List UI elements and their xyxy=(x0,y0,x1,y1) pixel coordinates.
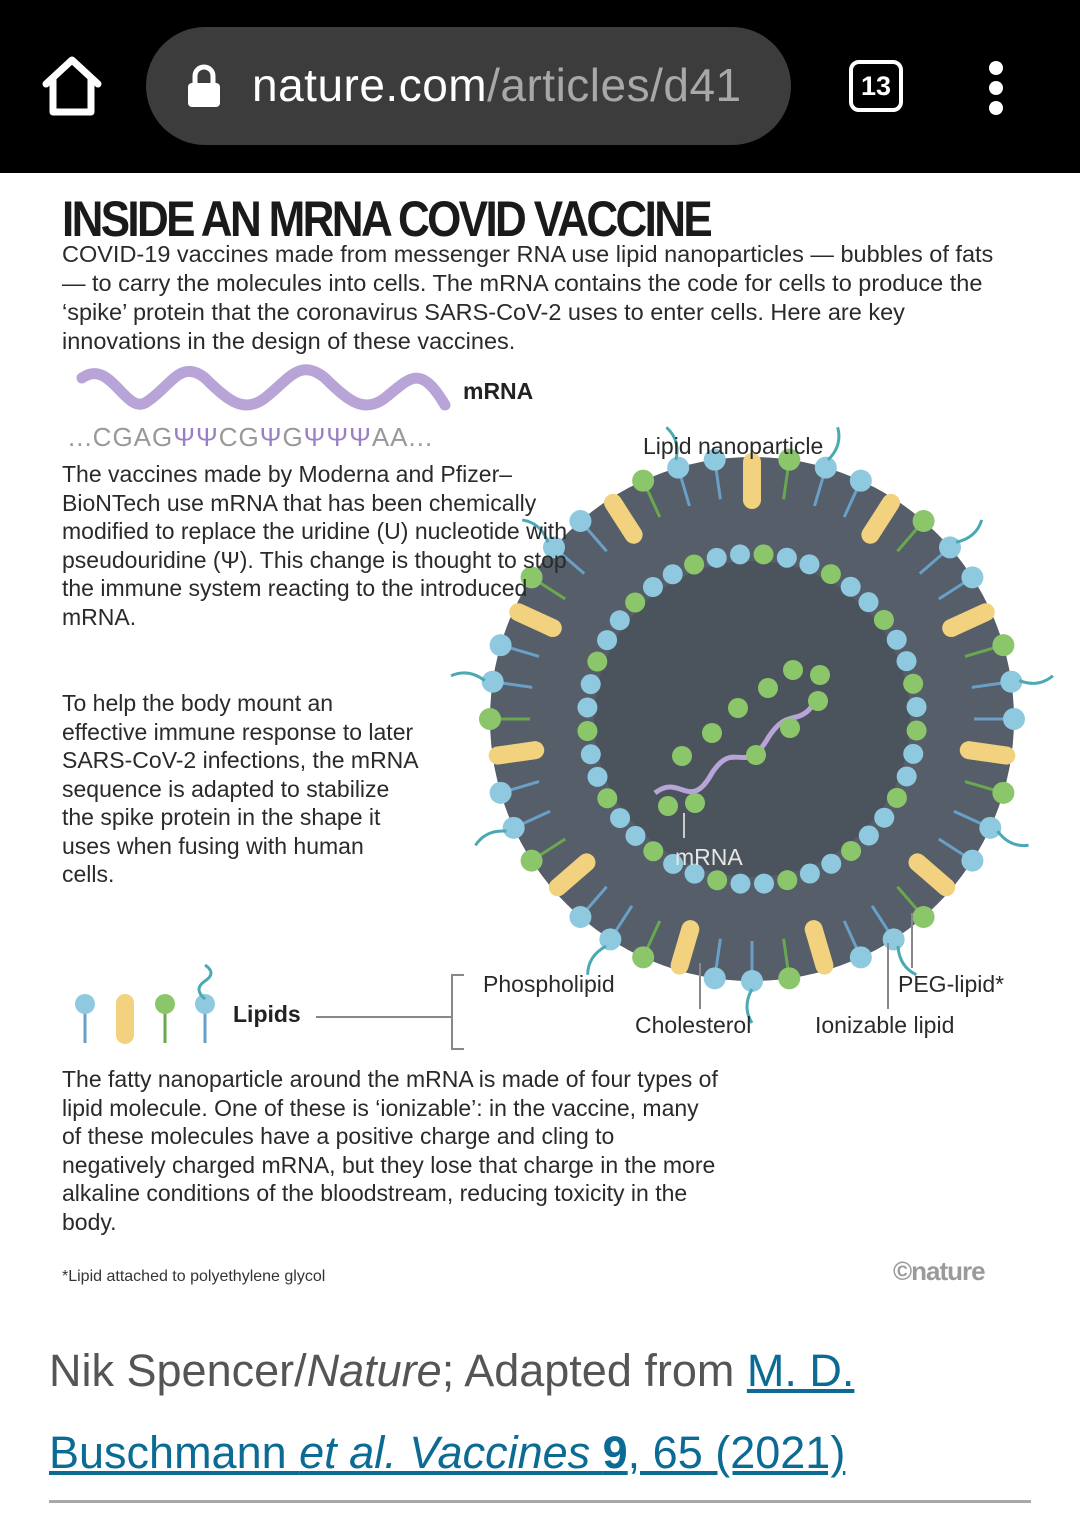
ionizable-lipid-head xyxy=(907,721,927,741)
lipids-label: Lipids xyxy=(233,1001,301,1027)
lipids-bracket xyxy=(452,975,464,1049)
phospholipid-label: Phospholipid xyxy=(483,971,615,997)
phospholipid-head xyxy=(800,864,820,884)
lipid-nanoparticle-label: Lipid nanoparticle xyxy=(643,433,824,459)
positive-charge-icon xyxy=(758,678,778,698)
legend-peg-lipid xyxy=(195,994,215,1014)
phospholipid-head xyxy=(859,826,879,846)
phospholipid-head xyxy=(610,610,630,630)
infographic-title: INSIDE AN MRNA COVID VACCINE xyxy=(62,191,711,247)
positive-charge-icon xyxy=(672,746,692,766)
citation-etal: et al. Vaccines xyxy=(299,1427,603,1478)
phospholipid-head xyxy=(610,808,630,828)
sequence-psi: ΨΨ xyxy=(173,422,219,452)
phospholipid-head xyxy=(730,544,750,564)
sequence-psi: Ψ xyxy=(259,422,283,452)
phospholipid-head xyxy=(841,577,861,597)
sequence-mid: CG xyxy=(218,422,260,452)
phospholipid-head xyxy=(883,928,905,950)
modification-paragraph: The vaccines made by Moderna and Pfizer–BioNTech use mRNA that has been chemically modified to replace the uridine (U) nucleotide with pseudouridine (Ψ). This change is thought to stop the immune system reacting to the introduced mRNA. xyxy=(62,461,567,630)
peg-tail xyxy=(475,831,506,845)
stabilize-paragraph: To help the body mount an effective immune response to later SARS-CoV-2 infections, the mRNA sequence is adapted to stabilize the spike protein in the shape it uses when fusing with human cells. xyxy=(62,690,418,887)
ionizable-lipid-head xyxy=(479,708,501,730)
sequence-psi: ΨΨΨ xyxy=(303,422,372,452)
lipids-paragraph: The fatty nanoparticle around the mRNA is made of four types of lipid molecule. One of these is ‘ionizable’: in the vaccine, many of these molecules have a positive charge and cling to negatively charged mRNA, but they lose that charge in the more alkaline conditions of the bloodstream, reducing toxicity in the body. xyxy=(62,1066,718,1235)
mrna-sequence xyxy=(68,422,433,453)
home-icon[interactable] xyxy=(38,52,106,120)
legend-peg-tail xyxy=(199,965,211,999)
ionizable-lipid-head xyxy=(684,554,704,574)
ionizable-lipid-head xyxy=(887,788,907,808)
ionizable-lipid-head xyxy=(632,470,654,492)
phospholipid-head xyxy=(799,554,819,574)
phospholipid-head xyxy=(490,782,512,804)
ionizable-lipid-head xyxy=(587,652,607,672)
more-vert-icon[interactable] xyxy=(980,60,1012,116)
infographic xyxy=(0,173,1080,1313)
citation-authors: M. D. Buschmann xyxy=(49,1345,855,1478)
positive-charge-icon xyxy=(746,745,766,765)
sequence-suffix: AA... xyxy=(371,422,434,452)
positive-charge-icon xyxy=(685,793,705,813)
ionizable-lipid-head xyxy=(625,592,645,612)
peg-tail xyxy=(956,520,982,542)
legend-phospholipid xyxy=(75,994,95,1014)
legend-ionizable xyxy=(155,994,175,1014)
ionizable-lipid-head xyxy=(577,721,597,741)
phospholipid-head xyxy=(569,906,591,928)
positive-charge-icon xyxy=(728,698,748,718)
mrna-wave-label: mRNA xyxy=(463,378,534,404)
ionizable-lipid-head xyxy=(778,967,800,989)
phospholipid-head xyxy=(897,651,917,671)
phospholipid-head xyxy=(587,767,607,787)
phospholipid-head xyxy=(777,548,797,568)
infographic-intro: COVID-19 vaccines made from messenger RNA use lipid nanoparticles — bubbles of fats — to carry the molecules into cells. The mRNA contains the code for cells to produce the ‘spike’ protein that the coronavirus SARS-CoV-2 uses to enter cells. Here are key innovations in the design of these vaccines. xyxy=(62,241,994,354)
ionizable-lipid-head xyxy=(707,870,727,890)
phospholipid-head xyxy=(887,630,907,650)
lock-icon xyxy=(186,64,222,108)
phospholipid-head xyxy=(597,630,617,650)
phospholipid-head xyxy=(482,671,504,693)
phospholipid-head xyxy=(1003,708,1025,730)
inner-mrna-label: mRNA xyxy=(675,844,743,870)
credit-mid: ; Adapted from xyxy=(441,1345,747,1396)
phospholipid-head xyxy=(907,697,927,717)
phospholipid-head xyxy=(741,970,763,992)
phospholipid-head xyxy=(577,697,597,717)
phospholipid-head xyxy=(704,967,726,989)
ionizable-lipid-head xyxy=(632,946,654,968)
peg-tail xyxy=(998,831,1029,845)
ionizable-lipid-head xyxy=(597,788,617,808)
phospholipid-head xyxy=(961,850,983,872)
ionizable-lipid-label: Ionizable lipid xyxy=(815,1012,955,1038)
phospholipid-head xyxy=(850,946,872,968)
sequence-mid: G xyxy=(282,422,304,452)
sequence-prefix: ...CGAG xyxy=(68,422,174,452)
phospholipid-head xyxy=(503,817,525,839)
phospholipid-head xyxy=(961,566,983,588)
phospholipid-head xyxy=(897,766,917,786)
peg-tail xyxy=(451,673,485,681)
url-text[interactable] xyxy=(252,58,742,112)
phospholipid-head xyxy=(821,854,841,874)
ionizable-lipid-head xyxy=(643,841,663,861)
url-path: /articles/d41 xyxy=(487,59,742,111)
phospholipid-head xyxy=(859,592,879,612)
ionizable-lipid-head xyxy=(913,510,935,532)
peg-lipid-label: PEG-lipid* xyxy=(898,971,1005,997)
browser-toolbar xyxy=(0,0,1080,173)
ionizable-lipid-head xyxy=(992,634,1014,656)
positive-charge-icon xyxy=(808,691,828,711)
phospholipid-head xyxy=(490,634,512,656)
tab-switcher-button[interactable]: 13 xyxy=(849,60,903,112)
peg-tail xyxy=(828,427,839,460)
figure-caption xyxy=(49,1330,1039,1494)
phospholipid-head xyxy=(581,674,601,694)
phospholipid-head xyxy=(903,744,923,764)
mrna-wave-graphic xyxy=(82,370,445,405)
credit-journal: Nature xyxy=(306,1345,442,1396)
positive-charge-icon xyxy=(702,723,722,743)
credit-prefix: Nik Spencer/ xyxy=(49,1345,307,1396)
legend-cholesterol xyxy=(116,994,134,1044)
nature-copyright-logo: ©nature xyxy=(893,1256,985,1286)
ionizable-lipid-head xyxy=(992,782,1014,804)
phospholipid-head xyxy=(754,874,774,894)
url-domain: nature.com xyxy=(252,59,488,111)
positive-charge-icon xyxy=(810,665,830,685)
ionizable-lipid-head xyxy=(754,544,774,564)
phospholipid-head xyxy=(874,808,894,828)
ionizable-lipid-head xyxy=(777,870,797,890)
citation-volume: 9 xyxy=(602,1427,628,1478)
phospholipid-head xyxy=(643,577,663,597)
positive-charge-icon xyxy=(783,660,803,680)
phospholipid-head xyxy=(663,564,683,584)
cholesterol-molecule xyxy=(743,453,761,509)
phospholipid-head xyxy=(581,744,601,764)
footnote: *Lipid attached to polyethylene glycol xyxy=(62,1268,326,1285)
phospholipid-head xyxy=(939,536,961,558)
ionizable-lipid-head xyxy=(913,906,935,928)
positive-charge-icon xyxy=(780,718,800,738)
ionizable-lipid-head xyxy=(841,841,861,861)
peg-tail xyxy=(1019,676,1053,684)
divider xyxy=(49,1500,1031,1503)
cholesterol-label: Cholesterol xyxy=(635,1012,752,1038)
citation-rest: , 65 (2021) xyxy=(627,1427,846,1478)
ionizable-lipid-head xyxy=(874,610,894,630)
phospholipid-head xyxy=(625,826,645,846)
ionizable-lipid-head xyxy=(821,564,841,584)
positive-charge-icon xyxy=(658,796,678,816)
phospholipid-head xyxy=(707,548,727,568)
phospholipid-head xyxy=(979,817,1001,839)
phospholipid-head xyxy=(730,874,750,894)
ionizable-lipid-head xyxy=(521,850,543,872)
ionizable-lipid-head xyxy=(903,674,923,694)
phospholipid-head xyxy=(850,470,872,492)
